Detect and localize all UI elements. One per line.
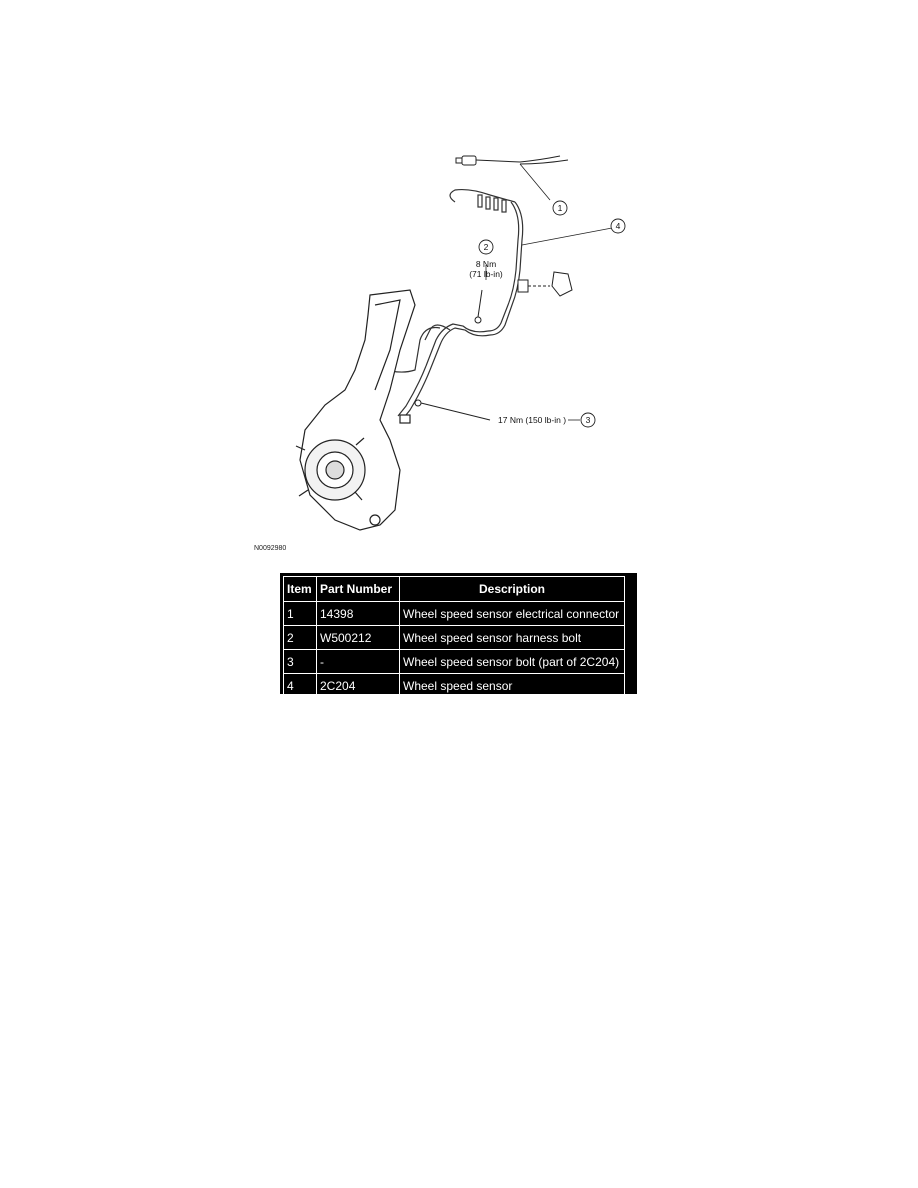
table-row [284,602,625,626]
figure-id-label: N0092980 [254,545,287,552]
row-description: Wheel speed sensor bolt (part of 2C204) [400,650,625,674]
harness-clip-drawing [518,272,572,296]
callout-2 [469,240,503,279]
row-item: 2 [284,626,317,650]
row-part-number: - [317,650,400,674]
row-description: Wheel speed sensor [400,674,625,698]
table-row [284,650,625,674]
callout-2-torque-nm: 8 Nm [475,259,497,269]
callout-2-torque-lbin: (71 lb-in) [469,269,503,279]
callout-4 [611,219,625,233]
callout-3-torque: 17 Nm (150 lb-in ) [498,415,567,425]
callout-4-number: 4 [615,221,621,231]
electrical-connector-drawing [456,156,568,165]
exploded-view-figure [250,140,650,560]
callout-2-number: 2 [483,242,489,252]
header-item: Item [284,577,317,602]
row-item: 1 [284,602,317,626]
wheel-speed-sensor-illustration [250,140,650,560]
callout-1-number: 1 [557,203,563,213]
row-part-number: 14398 [317,602,400,626]
table-header-row [284,577,625,602]
header-part-number: Part Number [317,577,400,602]
callout-3-number: 3 [585,415,591,425]
table-row [284,674,625,698]
row-description: Wheel speed sensor harness bolt [400,626,625,650]
row-part-number: 2C204 [317,674,400,698]
steering-knuckle-drawing [296,290,415,530]
row-part-number: W500212 [317,626,400,650]
parts-table-container [280,573,637,694]
row-description: Wheel speed sensor electrical connector [400,602,625,626]
callout-3 [498,413,595,427]
callout-1 [553,201,567,215]
row-item: 3 [284,650,317,674]
table-row [284,626,625,650]
row-item: 4 [284,674,317,698]
parts-table [283,576,625,698]
bolt-markers [415,290,490,420]
header-description: Description [400,577,625,602]
